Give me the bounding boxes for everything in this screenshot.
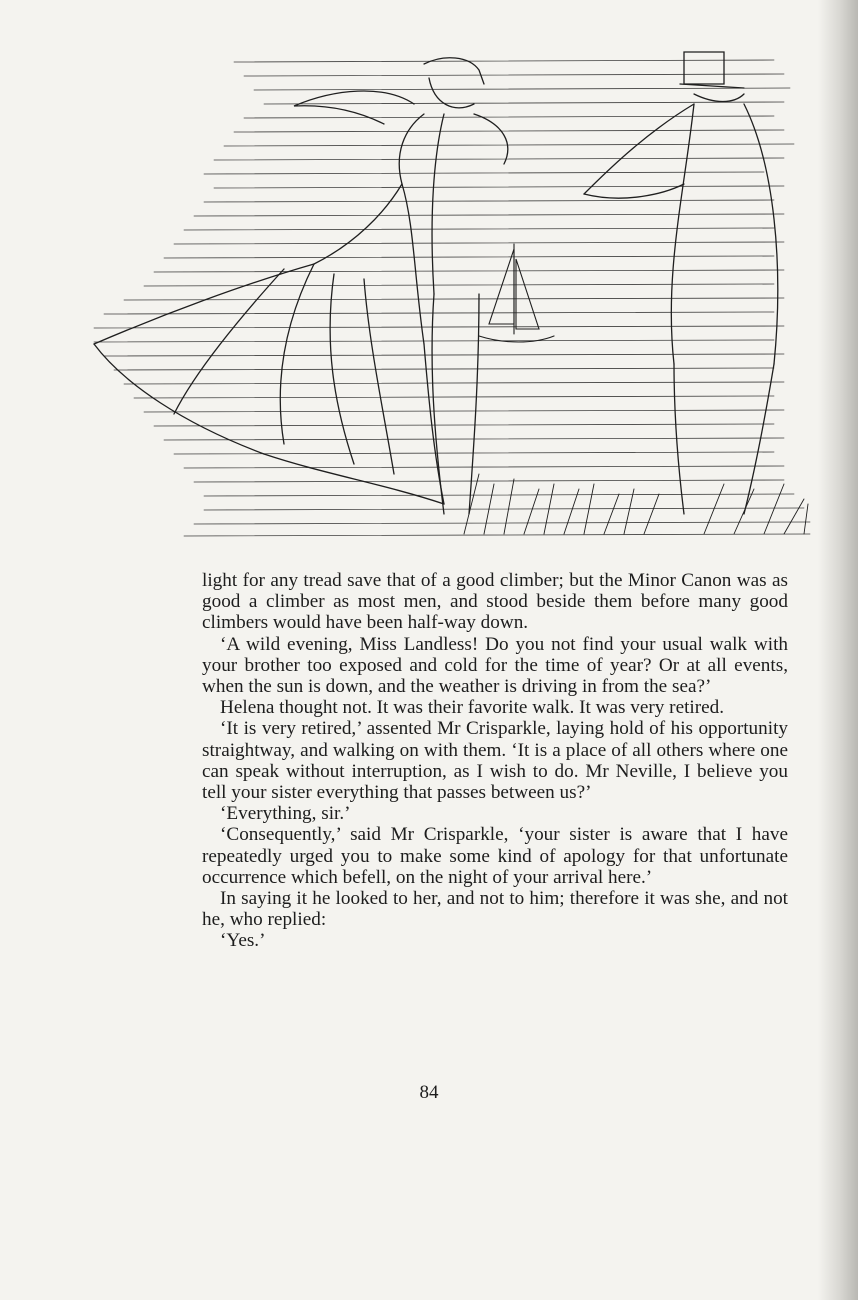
paragraph-6: ‘Consequently,’ said Mr Crisparkle, ‘your sister is aware that I have repeatedly urged you to make some kind of apology for that unfortunate occurrence which befell, on the night of your arrival here.’: [202, 824, 788, 888]
windswept-figures-illustration: [84, 44, 814, 544]
paragraph-7: In saying it he looked to her, and not to him; therefore it was she, and not he, who replied:: [202, 888, 788, 931]
paragraph-2: ‘A wild evening, Miss Landless! Do you not find your usual walk with your brother too exposed and cold for the time of year? Or at all events, when the sun is down, and the weather is driving in from the sea?’: [202, 633, 788, 698]
paragraph-4: ‘It is very retired,’ assented Mr Crisparkle, laying hold of his opportunity straightway, and walking on with them. ‘It is a place of all others where one can speak without interruption, as I wish to do. Mr Neville, I believe you tell your sister everything that passes between us?’: [202, 718, 788, 804]
paragraph-8: ‘Yes.’: [220, 930, 266, 952]
body-text: [202, 570, 788, 952]
paragraph-5: ‘Everything, sir.’: [220, 803, 351, 825]
page-edge-shadow: [818, 0, 858, 1300]
page-number: 84: [419, 1082, 439, 1103]
paragraph-1: light for any tread save that of a good climber; but the Minor Canon was as good a climber as most men, and stood beside them before many good climbers would have been half-way down.: [202, 570, 788, 634]
paragraph-3: Helena thought not. It was their favorite walk. It was very retired.: [220, 697, 725, 719]
